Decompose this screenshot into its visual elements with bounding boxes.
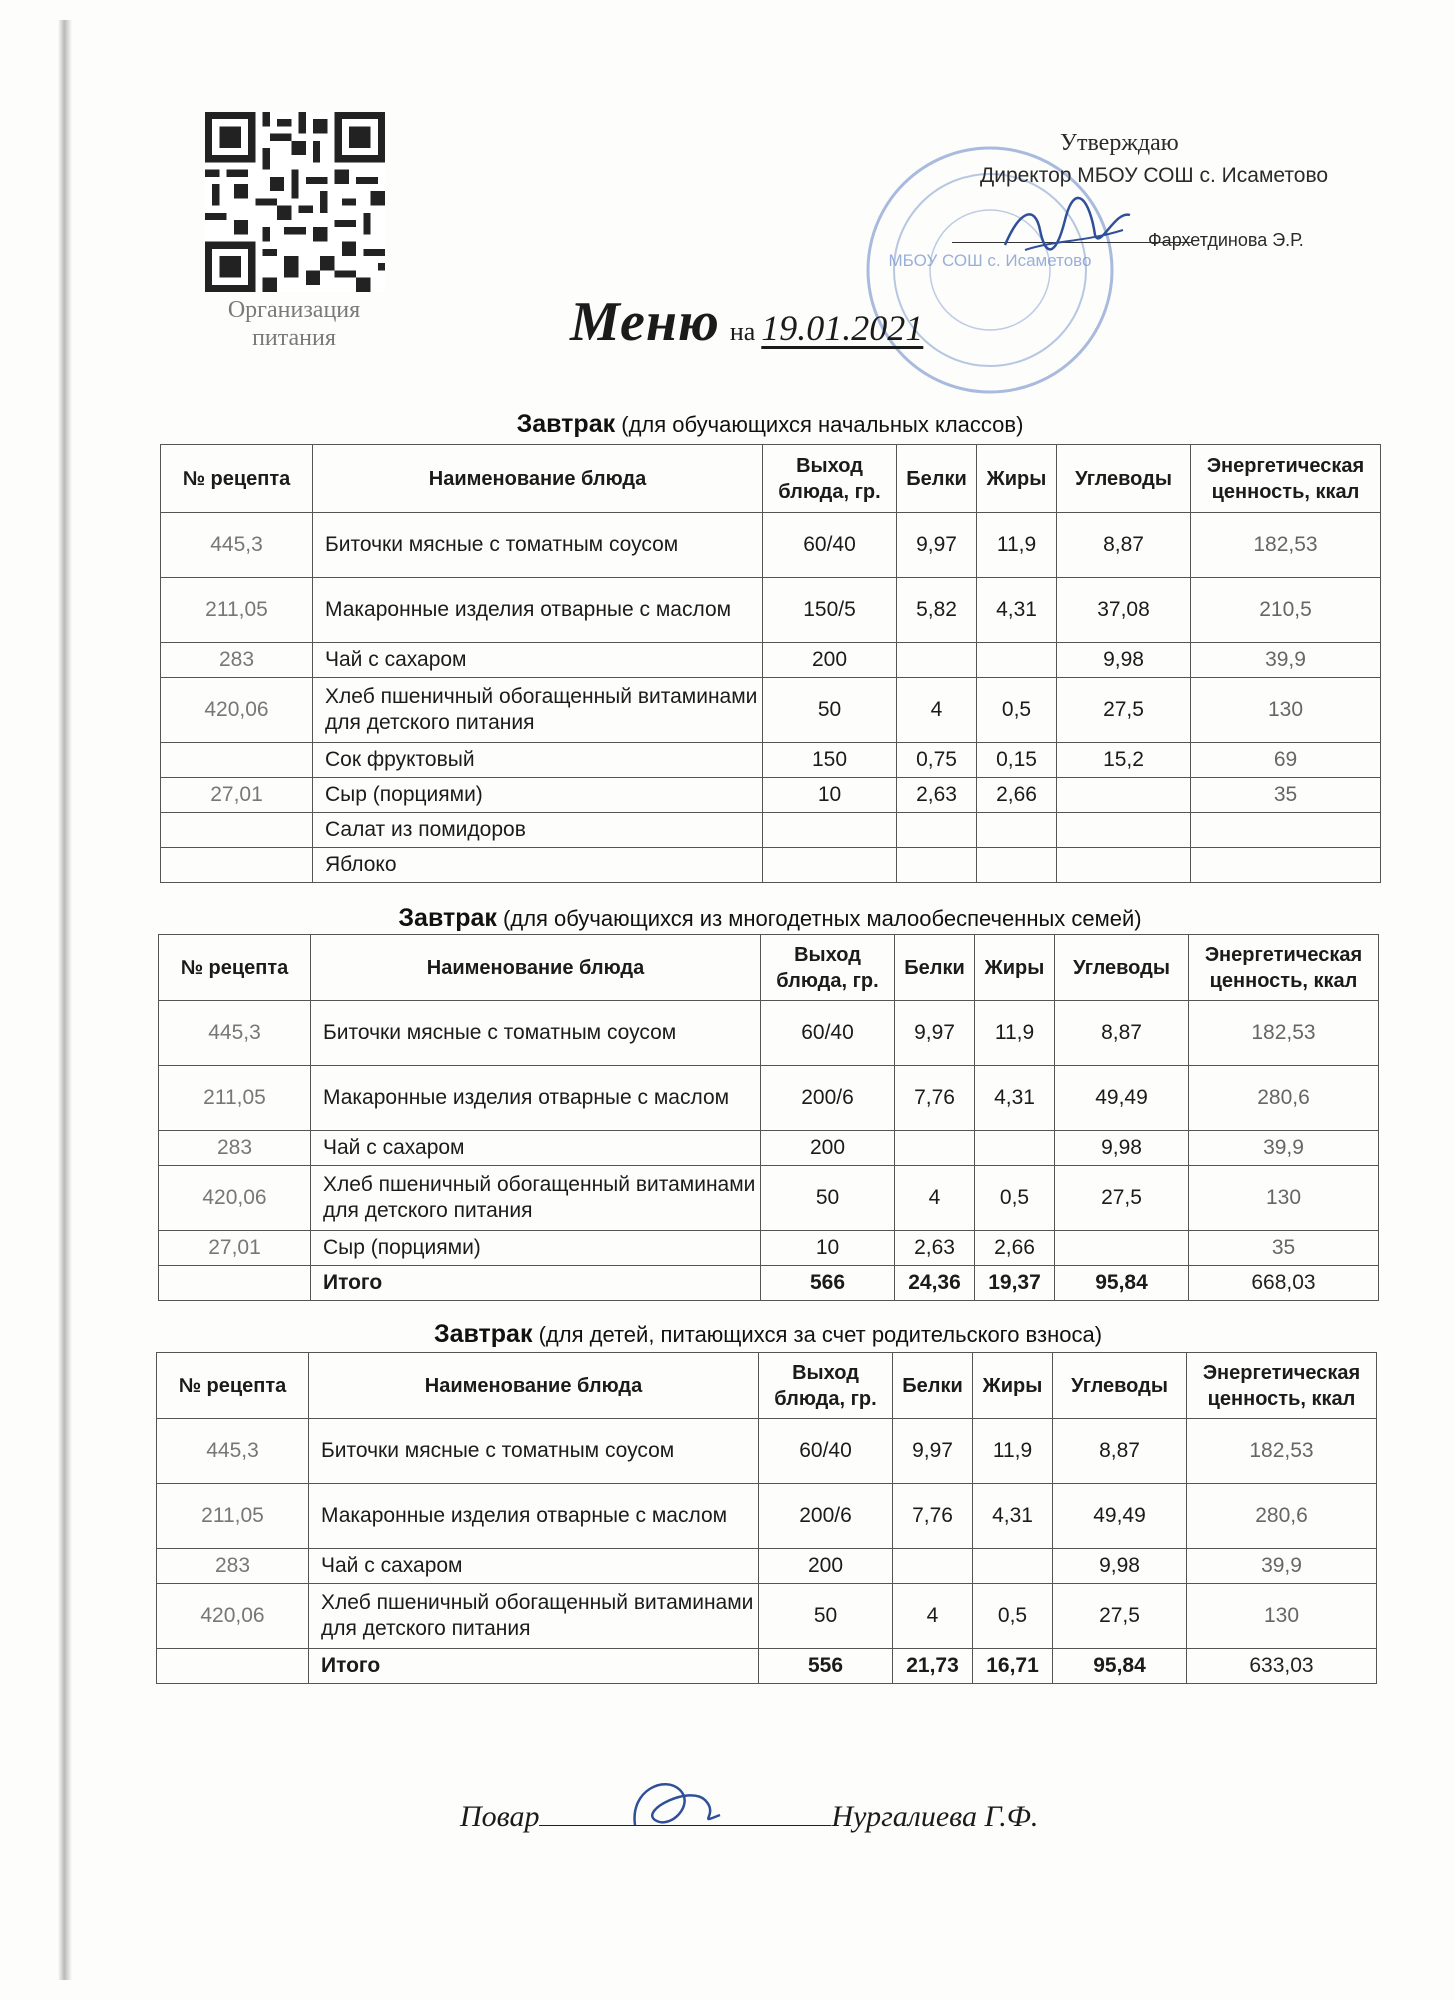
table-row <box>157 1584 1377 1649</box>
cell-fat: 4,31 <box>975 1066 1055 1131</box>
column-header: Выход блюда, гр. <box>761 935 895 1001</box>
cell-code: 420,06 <box>159 1166 311 1231</box>
cell-yield <box>763 813 897 848</box>
cell-name: Макаронные изделия отварные с маслом <box>309 1484 759 1549</box>
column-header: № рецепта <box>159 935 311 1001</box>
cell-name: Чай с сахаром <box>311 1131 761 1166</box>
total-yield: 556 <box>759 1649 893 1684</box>
cell-kcal: 39,9 <box>1187 1549 1377 1584</box>
column-header: Энергетическая ценность, ккал <box>1189 935 1379 1001</box>
cell-code <box>161 813 313 848</box>
column-header: Жиры <box>977 445 1057 513</box>
cell-carbs: 27,5 <box>1055 1166 1189 1231</box>
table-row <box>157 1419 1377 1484</box>
column-header: Энергетическая ценность, ккал <box>1187 1353 1377 1419</box>
cell-kcal: 182,53 <box>1191 513 1381 578</box>
total-carbs: 95,84 <box>1053 1649 1187 1684</box>
approve-name: Фархетдинова Э.Р. <box>1148 230 1304 250</box>
column-header: Углеводы <box>1057 445 1191 513</box>
cell-name: Макаронные изделия отварные с маслом <box>313 578 763 643</box>
cell-yield: 150/5 <box>763 578 897 643</box>
cell-fat: 0,15 <box>977 743 1057 778</box>
qr-code-icon <box>205 112 385 292</box>
cell-carbs: 9,98 <box>1057 643 1191 678</box>
table-row <box>161 643 1381 678</box>
cell-name: Сок фруктовый <box>313 743 763 778</box>
cell-fat <box>977 643 1057 678</box>
cell-code: 283 <box>157 1549 309 1584</box>
total-kcal: 633,03 <box>1187 1649 1377 1684</box>
cell-name: Макаронные изделия отварные с маслом <box>311 1066 761 1131</box>
column-header: № рецепта <box>161 445 313 513</box>
cell-kcal <box>1191 848 1381 883</box>
section-title: Завтрак (для детей, питающихся за счет родительского взноса) <box>433 1320 1103 1348</box>
cell-carbs <box>1057 813 1191 848</box>
cell-protein: 0,75 <box>897 743 977 778</box>
cell-name: Хлеб пшеничный обогащенный витаминами для детского питания <box>309 1584 759 1649</box>
cell-yield: 60/40 <box>763 513 897 578</box>
total-empty <box>157 1649 309 1684</box>
table-row <box>159 1166 1379 1231</box>
column-header: Наименование блюда <box>309 1353 759 1419</box>
total-carbs: 95,84 <box>1055 1266 1189 1301</box>
cell-protein: 5,82 <box>897 578 977 643</box>
page-title <box>570 290 923 354</box>
total-fat: 19,37 <box>975 1266 1055 1301</box>
cell-name: Сыр (порциями) <box>313 778 763 813</box>
cell-carbs: 27,5 <box>1053 1584 1187 1649</box>
total-row <box>159 1266 1379 1301</box>
table-row <box>161 848 1381 883</box>
column-header: Белки <box>893 1353 973 1419</box>
cell-kcal: 130 <box>1189 1166 1379 1231</box>
cell-yield: 200 <box>761 1131 895 1166</box>
cell-kcal: 280,6 <box>1187 1484 1377 1549</box>
column-header: Энергетическая ценность, ккал <box>1191 445 1381 513</box>
cell-name: Чай с сахаром <box>309 1549 759 1584</box>
cell-yield: 10 <box>763 778 897 813</box>
cell-kcal: 130 <box>1187 1584 1377 1649</box>
table-row <box>161 678 1381 743</box>
cell-yield: 50 <box>761 1166 895 1231</box>
cell-kcal: 182,53 <box>1187 1419 1377 1484</box>
cell-yield: 50 <box>759 1584 893 1649</box>
cell-name: Яблоко <box>313 848 763 883</box>
cell-protein: 4 <box>895 1166 975 1231</box>
table-row <box>159 1066 1379 1131</box>
cell-code: 283 <box>161 643 313 678</box>
cell-protein <box>897 848 977 883</box>
stamp-text: МБОУ СОШ с. Исаметово <box>888 251 1092 270</box>
cell-code: 420,06 <box>157 1584 309 1649</box>
column-header: Наименование блюда <box>311 935 761 1001</box>
cell-name: Биточки мясные с томатным соусом <box>309 1419 759 1484</box>
cell-kcal: 130 <box>1191 678 1381 743</box>
table-row <box>161 778 1381 813</box>
total-kcal: 668,03 <box>1189 1266 1379 1301</box>
cell-carbs: 9,98 <box>1055 1131 1189 1166</box>
cell-kcal: 182,53 <box>1189 1001 1379 1066</box>
cell-kcal: 35 <box>1189 1231 1379 1266</box>
table-row <box>159 1001 1379 1066</box>
column-header: Жиры <box>975 935 1055 1001</box>
cook-label: Повар <box>460 1800 540 1833</box>
cell-yield: 60/40 <box>759 1419 893 1484</box>
cell-carbs: 49,49 <box>1055 1066 1189 1131</box>
column-header: Жиры <box>973 1353 1053 1419</box>
cell-protein <box>897 813 977 848</box>
cell-fat: 11,9 <box>973 1419 1053 1484</box>
cell-fat <box>977 813 1057 848</box>
column-header: № рецепта <box>157 1353 309 1419</box>
cell-name: Чай с сахаром <box>313 643 763 678</box>
cell-code: 420,06 <box>161 678 313 743</box>
table-header-row <box>157 1353 1377 1419</box>
cell-protein: 7,76 <box>895 1066 975 1131</box>
cell-fat <box>975 1131 1055 1166</box>
cell-kcal: 69 <box>1191 743 1381 778</box>
menu-table <box>158 934 1379 1301</box>
cell-fat: 0,5 <box>977 678 1057 743</box>
cell-carbs <box>1055 1231 1189 1266</box>
cell-name: Хлеб пшеничный обогащенный витаминами для детского питания <box>311 1166 761 1231</box>
cell-yield <box>763 848 897 883</box>
cell-protein: 9,97 <box>893 1419 973 1484</box>
column-header: Выход блюда, гр. <box>759 1353 893 1419</box>
cell-protein <box>893 1549 973 1584</box>
cell-code: 283 <box>159 1131 311 1166</box>
cell-protein: 2,63 <box>895 1231 975 1266</box>
cell-yield: 60/40 <box>761 1001 895 1066</box>
cell-name: Хлеб пшеничный обогащенный витаминами для детского питания <box>313 678 763 743</box>
cell-code: 445,3 <box>157 1419 309 1484</box>
cell-protein: 4 <box>897 678 977 743</box>
column-header: Белки <box>895 935 975 1001</box>
cell-kcal: 39,9 <box>1191 643 1381 678</box>
cell-code <box>161 743 313 778</box>
total-fat: 16,71 <box>973 1649 1053 1684</box>
title-date: 19.01.2021 <box>761 308 924 348</box>
cell-fat: 4,31 <box>977 578 1057 643</box>
cell-name: Салат из помидоров <box>313 813 763 848</box>
cell-kcal: 280,6 <box>1189 1066 1379 1131</box>
cell-carbs <box>1057 778 1191 813</box>
section-title: Завтрак (для обучающихся из многодетных малообеспеченных семей) <box>398 904 1142 932</box>
total-yield: 566 <box>761 1266 895 1301</box>
cell-carbs: 49,49 <box>1053 1484 1187 1549</box>
column-header: Наименование блюда <box>313 445 763 513</box>
table-row <box>157 1484 1377 1549</box>
title-main: Меню <box>570 291 720 353</box>
cell-protein: 9,97 <box>895 1001 975 1066</box>
cell-yield: 200/6 <box>759 1484 893 1549</box>
cell-fat <box>977 848 1057 883</box>
menu-table <box>160 444 1381 883</box>
org-caption: Организация питания <box>227 297 361 351</box>
cell-protein: 4 <box>893 1584 973 1649</box>
column-header: Углеводы <box>1055 935 1189 1001</box>
cell-kcal: 39,9 <box>1189 1131 1379 1166</box>
cell-name: Сыр (порциями) <box>311 1231 761 1266</box>
cell-kcal: 210,5 <box>1191 578 1381 643</box>
table-row <box>161 743 1381 778</box>
cell-carbs <box>1057 848 1191 883</box>
table-row <box>161 578 1381 643</box>
cell-carbs: 37,08 <box>1057 578 1191 643</box>
cell-yield: 200 <box>759 1549 893 1584</box>
cell-fat: 2,66 <box>977 778 1057 813</box>
scan-edge-shadow <box>58 20 72 1980</box>
cell-protein: 7,76 <box>893 1484 973 1549</box>
cell-fat: 11,9 <box>977 513 1057 578</box>
table-row <box>161 813 1381 848</box>
total-protein: 24,36 <box>895 1266 975 1301</box>
cell-carbs: 27,5 <box>1057 678 1191 743</box>
cell-yield: 50 <box>763 678 897 743</box>
cell-protein <box>897 643 977 678</box>
section-title: Завтрак (для обучающихся начальных классов) <box>516 410 1024 438</box>
table-row <box>159 1231 1379 1266</box>
cell-code: 27,01 <box>161 778 313 813</box>
cell-fat: 0,5 <box>975 1166 1055 1231</box>
cell-name: Биточки мясные с томатным соусом <box>311 1001 761 1066</box>
cell-carbs: 9,98 <box>1053 1549 1187 1584</box>
cell-code: 445,3 <box>159 1001 311 1066</box>
cell-yield: 150 <box>763 743 897 778</box>
cell-fat <box>973 1549 1053 1584</box>
cell-yield: 10 <box>761 1231 895 1266</box>
approve-position: Директор МБОУ СОШ с. Исаметово <box>980 164 1329 187</box>
cell-kcal <box>1191 813 1381 848</box>
table-row <box>157 1549 1377 1584</box>
cell-fat: 0,5 <box>973 1584 1053 1649</box>
column-header: Белки <box>897 445 977 513</box>
column-header: Углеводы <box>1053 1353 1187 1419</box>
cook-signature-row <box>460 1800 1038 1834</box>
approve-word: Утверждаю <box>1060 130 1179 156</box>
menu-table <box>156 1352 1377 1684</box>
total-label: Итого <box>311 1266 761 1301</box>
total-protein: 21,73 <box>893 1649 973 1684</box>
table-row <box>159 1131 1379 1166</box>
table-header-row <box>159 935 1379 1001</box>
cell-yield: 200/6 <box>761 1066 895 1131</box>
cell-fat: 11,9 <box>975 1001 1055 1066</box>
cell-code: 27,01 <box>159 1231 311 1266</box>
cell-carbs: 8,87 <box>1057 513 1191 578</box>
column-header: Выход блюда, гр. <box>763 445 897 513</box>
cook-signature-line <box>539 1801 831 1826</box>
cell-yield: 200 <box>763 643 897 678</box>
cell-carbs: 15,2 <box>1057 743 1191 778</box>
cell-protein: 2,63 <box>897 778 977 813</box>
cell-kcal: 35 <box>1191 778 1381 813</box>
cell-name: Биточки мясные с томатным соусом <box>313 513 763 578</box>
cell-fat: 4,31 <box>973 1484 1053 1549</box>
director-signature-icon <box>995 190 1135 270</box>
cell-code: 211,05 <box>157 1484 309 1549</box>
cell-code: 211,05 <box>159 1066 311 1131</box>
cell-protein <box>895 1131 975 1166</box>
cell-fat: 2,66 <box>975 1231 1055 1266</box>
total-empty <box>159 1266 311 1301</box>
cell-carbs: 8,87 <box>1053 1419 1187 1484</box>
cook-name: Нургалиева Г.Ф. <box>831 1800 1039 1833</box>
title-on: на <box>729 317 756 346</box>
cell-code: 445,3 <box>161 513 313 578</box>
table-header-row <box>161 445 1381 513</box>
table-row <box>161 513 1381 578</box>
cell-carbs: 8,87 <box>1055 1001 1189 1066</box>
total-row <box>157 1649 1377 1684</box>
cell-protein: 9,97 <box>897 513 977 578</box>
cell-code <box>161 848 313 883</box>
total-label: Итого <box>309 1649 759 1684</box>
cell-code: 211,05 <box>161 578 313 643</box>
